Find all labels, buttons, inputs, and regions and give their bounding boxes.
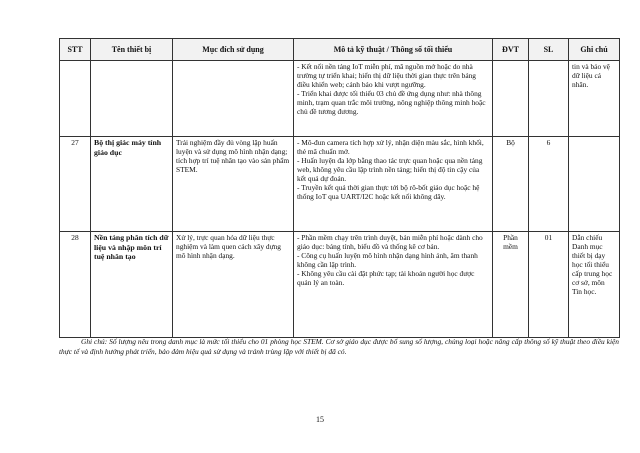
header-quantity: SL xyxy=(529,39,569,61)
cell-unit xyxy=(493,61,529,137)
header-purpose: Mục đích sử dụng xyxy=(173,39,294,61)
table-row xyxy=(60,61,620,137)
cell-purpose xyxy=(173,61,294,137)
cell-unit: Phần mềm xyxy=(493,232,529,338)
header-note: Ghi chú xyxy=(569,39,620,61)
cell-spec xyxy=(294,137,493,232)
cell-unit: Bộ xyxy=(493,137,529,232)
cell-spec xyxy=(294,61,493,137)
cell-equipment-name: Bộ thị giác máy tính giáo dục xyxy=(91,137,173,232)
cell-stt: 27 xyxy=(60,137,91,232)
header-equipment-name: Tên thiết bị xyxy=(91,39,173,61)
cell-note xyxy=(569,137,620,232)
spec-line: - Kết nối nền tảng IoT miễn phí, mã nguồn mở hoặc do nhà trường tự triển khai; hiển thị dữ liệu thời gian thực trên bảng điều khiển web; cảnh báo khi vượt ngưỡng. xyxy=(297,62,477,90)
cell-purpose: Xử lý, trực quan hóa dữ liệu thực nghiệm và làm quen cách xây dựng mô hình nhận dạng. xyxy=(173,232,294,338)
cell-equipment-name: Nền tảng phân tích dữ liệu và nhập môn trí tuệ nhân tạo xyxy=(91,232,173,338)
cell-equipment-name xyxy=(91,61,173,137)
footnote: Ghi chú: Số lượng nêu trong danh mục là mức tối thiểu cho 01 phòng học STEM. Cơ sở giáo dục được bổ sung số lượng, chủng loại hoặc nâng cấp thông số kỹ thuật theo điều kiện thực tế và định hướng phát triển, bảo đảm hiệu quả sử dụng và tránh trùng lặp với thiết bị đã có. xyxy=(59,337,619,357)
spec-line: - Mô-đun camera tích hợp xử lý, nhận diện màu sắc, hình khối, thẻ mã chuẩn mở. xyxy=(297,138,484,157)
header-unit: ĐVT xyxy=(493,39,529,61)
table-row xyxy=(60,232,620,338)
spec-line: - Phần mềm chạy trên trình duyệt, bản miễn phí hoặc dành cho giáo dục: bảng tính, biểu đồ và thống kê cơ bản. xyxy=(297,233,483,252)
spec-line: - Triển khai được tối thiểu 03 chủ đề ứng dụng như: nhà thông minh, trạm quan trắc môi trường, nông nghiệp thông minh hoặc chủ đề tương đương. xyxy=(297,89,486,117)
spec-line: - Huấn luyện đa lớp bằng thao tác trực quan hoặc qua nền tảng web, không yêu cầu lập trình nền tảng; hiển thị độ tin cậy của kết quả dự đoán. xyxy=(297,156,483,184)
header-stt: STT xyxy=(60,39,91,61)
cell-note: Dẫn chiếu Danh mục thiết bị dạy học tối thiểu cấp trung học cơ sở, môn Tin học. xyxy=(569,232,620,338)
cell-stt xyxy=(60,61,91,137)
cell-spec xyxy=(294,232,493,338)
cell-note: tin và bảo vệ dữ liệu cá nhân. xyxy=(569,61,620,137)
spec-line: - Không yêu cầu cài đặt phức tạp; tài khoản người học được quản lý an toàn. xyxy=(297,269,475,288)
page-number: 15 xyxy=(316,415,324,424)
header-spec: Mô tả kỹ thuật / Thông số tối thiểu xyxy=(294,39,493,61)
spec-line: - Công cụ huấn luyện mô hình nhận dạng hình ảnh, âm thanh không cần lập trình. xyxy=(297,251,478,270)
spec-line: - Truyền kết quả thời gian thực tới bộ rô-bốt giáo dục hoặc hệ thống IoT qua UART/I2C hoặc kết nối không dây. xyxy=(297,183,480,202)
equipment-table xyxy=(59,38,620,338)
cell-purpose: Trải nghiệm đầy đủ vòng lặp huấn luyện và sử dụng mô hình nhận dạng; tích hợp trí tuệ nhân tạo vào sản phẩm STEM. xyxy=(173,137,294,232)
cell-quantity: 6 xyxy=(529,137,569,232)
cell-quantity: 01 xyxy=(529,232,569,338)
table-row xyxy=(60,137,620,232)
cell-quantity xyxy=(529,61,569,137)
table-header-row xyxy=(60,39,620,61)
cell-stt: 28 xyxy=(60,232,91,338)
